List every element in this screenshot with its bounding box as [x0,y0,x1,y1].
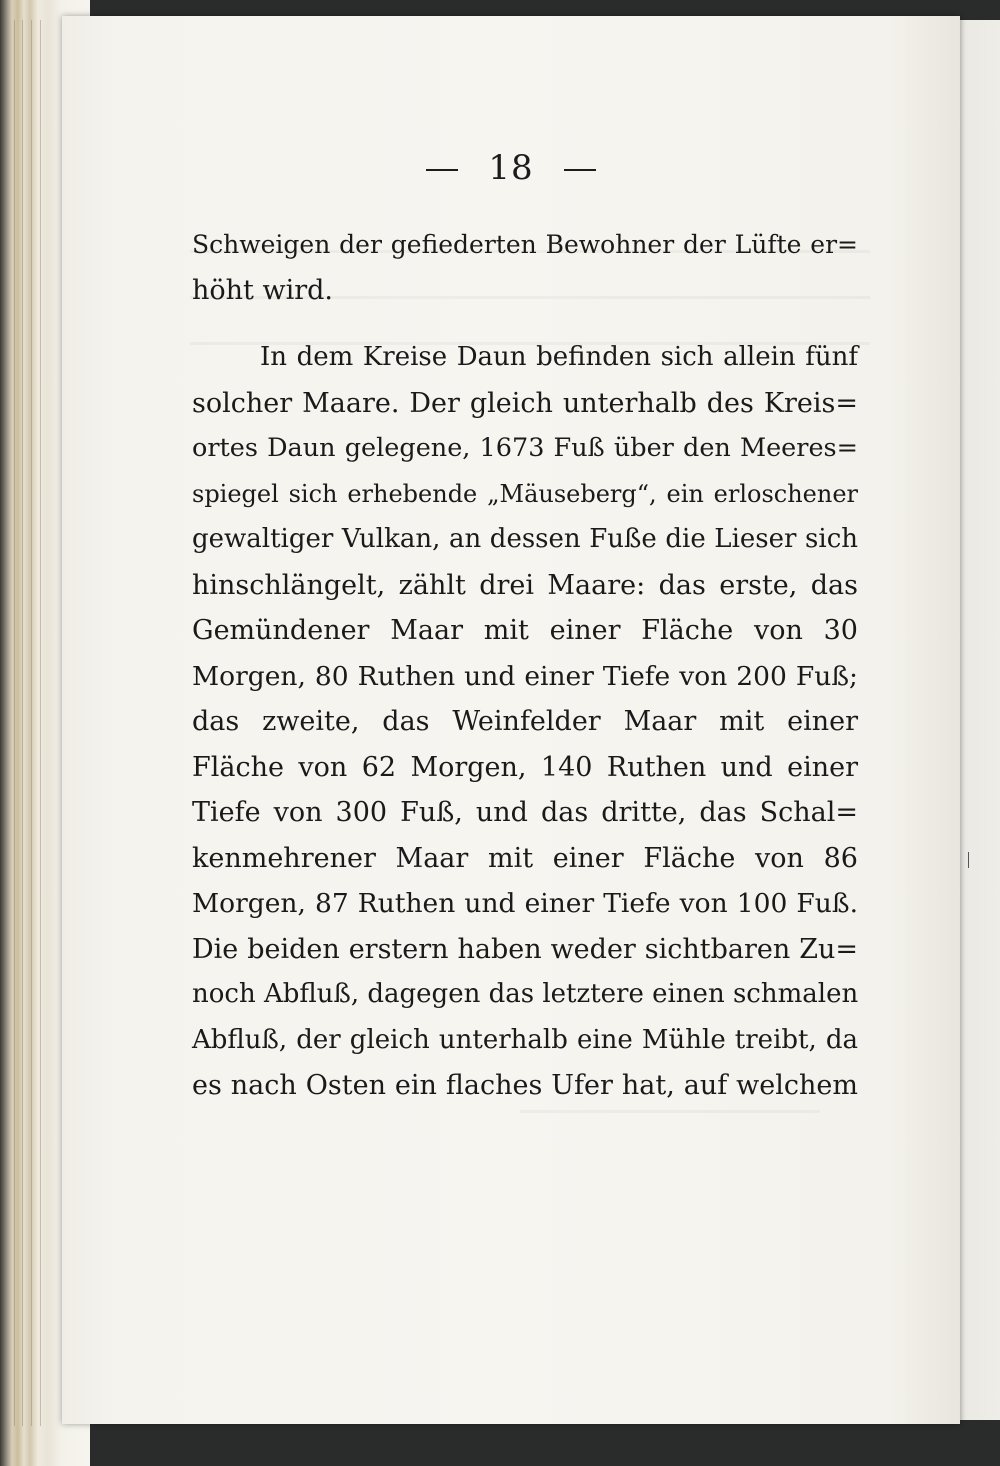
text-line: das zweite, das Weinfelder Maar mit einer [192,706,858,737]
page-edge-line [40,20,41,1426]
show-through [520,1110,820,1113]
facing-page-edge [955,20,1000,1420]
text-line: gewaltiger Vulkan, an dessen Fuße die Lieser sich [192,524,858,554]
text-line: Morgen, 87 Ruthen und einer Tiefe von 100 Fuß. [192,888,858,919]
page-body-text [192,222,858,1109]
paragraph [192,335,858,1109]
text-line: es nach Osten ein flaches Ufer hat, auf welchem [192,1070,858,1101]
text-line: solcher Maare. Der gleich unterhalb des Kreis= [192,387,858,419]
header-dash-right [564,169,596,171]
header-dash-left [426,169,458,171]
page-edge-line [22,20,23,1426]
text-line: noch Abfluß, dagegen das letztere einen schmalen [192,979,859,1009]
text-line: Gemündener Maar mit einer Fläche von 30 [192,615,858,646]
page-header [62,148,960,188]
text-line: Abfluß, der gleich unterhalb eine Mühle treibt, da [192,1024,858,1055]
binding-mark [968,852,969,868]
text-line: höht wird. [192,274,333,306]
text-line: Tiefe von 300 Fuß, und das dritte, das Schal= [192,797,858,828]
text-line: Schweigen der gefiederten Bewohner der Lüfte er= [192,230,858,259]
page-edge-line [31,20,32,1426]
text-line: Fläche von 62 Morgen, 140 Ruthen und einer [192,751,858,783]
text-line: hinschlängelt, zählt drei Maare: das erste, das [192,569,858,601]
text-line: kenmehrener Maar mit einer Fläche von 86 [192,842,858,874]
paragraph [192,222,858,313]
text-line: Morgen, 80 Ruthen und einer Tiefe von 200 Fuß; [192,660,858,692]
text-line: ortes Daun gelegene, 1673 Fuß über den Meeres= [192,433,858,463]
text-line: In dem Kreise Daun befinden sich allein fünf [260,342,858,372]
text-line: spiegel sich erhebende „Mäuseberg“, ein erloschener [192,479,858,508]
text-line: Die beiden erstern haben weder sichtbaren Zu= [192,933,858,965]
page-edge-line [14,20,15,1426]
page-number: 18 [488,148,534,188]
